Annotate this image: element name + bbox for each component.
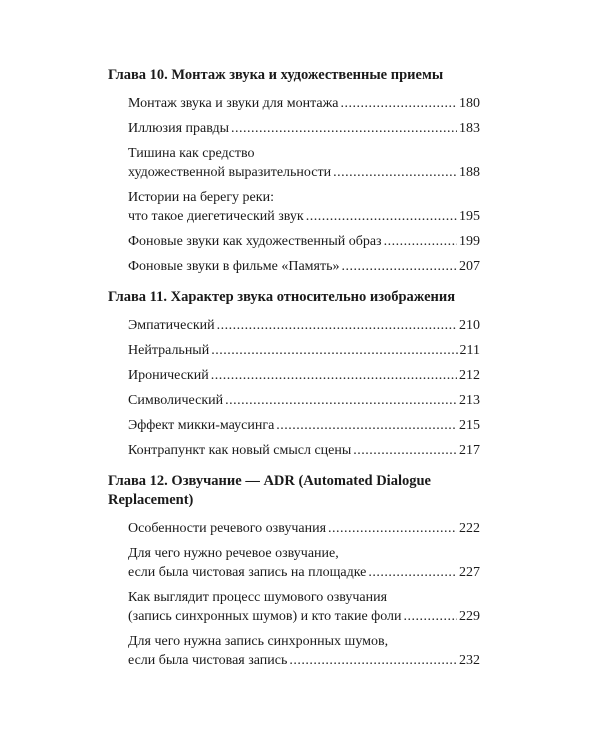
chapter-11 <box>108 288 480 460</box>
toc-entry <box>128 119 480 138</box>
entry-text-line: Как выглядит процесс шумового озвучания <box>128 590 388 605</box>
dot-leader <box>384 232 457 251</box>
dot-leader <box>333 163 457 182</box>
entry-text: Иллюзия правды <box>128 121 230 136</box>
chapter-title: Глава 10. Монтаж звука и художественные приемы <box>108 67 444 83</box>
page-number: 210 <box>459 318 480 333</box>
entry-text: Контрапункт как новый смысл сцены <box>128 443 352 458</box>
entry-text: Особенности речевого озвучания <box>128 521 327 536</box>
dot-leader <box>368 563 457 582</box>
toc-entry <box>128 257 480 276</box>
toc-entry <box>128 188 480 226</box>
chapter-entries <box>108 94 480 276</box>
entry-text: Иронический <box>128 368 209 383</box>
page-number: 222 <box>459 521 480 536</box>
page-number: 207 <box>459 259 480 274</box>
page-number: 199 <box>459 234 480 249</box>
dot-leader <box>225 391 457 410</box>
page-number: 229 <box>459 609 480 624</box>
dot-leader <box>231 119 457 138</box>
chapter-entries <box>108 316 480 460</box>
entry-text: Эмпатический <box>128 318 215 333</box>
entry-text: что такое диегетический звук <box>128 209 304 224</box>
toc-entry <box>128 94 480 113</box>
entry-text: художественной выразительности <box>128 165 332 180</box>
entry-text: (запись синхронных шумов) и кто такие фоли <box>128 609 402 624</box>
toc-entry <box>128 519 480 538</box>
dot-leader <box>276 416 457 435</box>
toc-entry <box>128 341 480 360</box>
entry-text: Фоновые звуки в фильме «Память» <box>128 259 340 274</box>
page-number: 195 <box>459 209 480 224</box>
page-number: 232 <box>459 653 480 668</box>
entry-text: Эффект микки-маусинга <box>128 418 275 433</box>
entry-text-line: Тишина как средство <box>128 146 255 161</box>
entry-text: Фоновые звуки как художественный образ <box>128 234 382 249</box>
dot-leader <box>404 607 457 626</box>
dot-leader <box>306 207 457 226</box>
toc-entry <box>128 144 480 182</box>
page-number: 217 <box>459 443 480 458</box>
dot-leader <box>217 316 457 335</box>
toc-entry <box>128 588 480 626</box>
page-number: 213 <box>459 393 480 408</box>
chapter-title: Глава 11. Характер звука относительно изображения <box>108 289 456 305</box>
toc-entry <box>128 316 480 335</box>
dot-leader <box>211 341 457 360</box>
dot-leader <box>341 257 457 276</box>
dot-leader <box>211 366 457 385</box>
entry-text: Монтаж звука и звуки для монтажа <box>128 96 339 111</box>
page-number: 183 <box>459 121 480 136</box>
entry-text-line: Для чего нужно речевое озвучание, <box>128 546 339 561</box>
dot-leader <box>353 441 457 460</box>
page-number: 188 <box>459 165 480 180</box>
chapter-entries <box>108 519 480 670</box>
entry-text: если была чистовая запись на площадке <box>128 565 367 580</box>
toc-entry <box>128 632 480 670</box>
dot-leader <box>340 94 457 113</box>
chapter-10 <box>108 66 480 276</box>
entry-text-line: Для чего нужна запись синхронных шумов, <box>128 634 389 649</box>
toc-entry <box>128 416 480 435</box>
toc-entry <box>128 232 480 251</box>
chapter-12 <box>108 472 480 670</box>
page-number: 227 <box>459 565 480 580</box>
toc-entry <box>128 366 480 385</box>
page-number: 180 <box>459 96 480 111</box>
toc-entry <box>128 544 480 582</box>
chapter-title: Глава 12. Озвучание — ADR (Automated Dialogue Replacement) <box>108 473 431 508</box>
page-number: 211 <box>459 343 480 358</box>
page-number: 215 <box>459 418 480 433</box>
dot-leader <box>328 519 457 538</box>
entry-text: если была чистовая запись <box>128 653 288 668</box>
dot-leader <box>289 651 457 670</box>
entry-text-line: Истории на берегу реки: <box>128 190 274 205</box>
page-number: 212 <box>459 368 480 383</box>
toc-entry <box>128 441 480 460</box>
entry-text: Символический <box>128 393 224 408</box>
entry-text: Нейтральный <box>128 343 210 358</box>
toc-entry <box>128 391 480 410</box>
